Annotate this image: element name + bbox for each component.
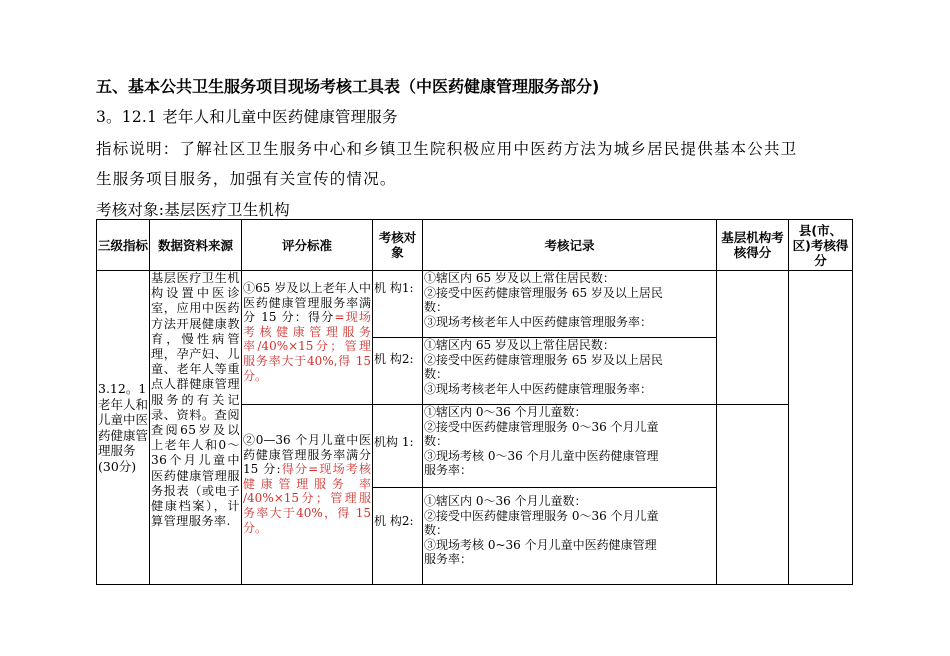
criteria-child-cell (242, 405, 373, 585)
header-county-score: 县(市、区)考核得分 (789, 220, 853, 271)
header-assessment-object: 考核对象 (373, 220, 423, 271)
header-level3-indicator: 三级指标 (97, 220, 150, 271)
object-cell: 机 构2: (373, 338, 423, 405)
record-line: ①辖区内 65 岁及以上常住居民数： (424, 338, 615, 352)
record-cell (423, 488, 717, 585)
record-line: 服务率： (424, 463, 473, 478)
record-line: 服务率： (424, 552, 473, 567)
object-cell: 机 构2: (373, 488, 423, 585)
criteria-elderly-formula: =现场考核健康管理服务率/40%×15分；管理服务率大于40%,得 15 分。 (243, 310, 371, 383)
record-line: ②接受中医药健康管理服务 65 岁及以上居民 (424, 352, 663, 367)
header-data-source: 数据资料来源 (150, 220, 242, 271)
institution-score-cell[interactable] (717, 271, 789, 405)
record-line: 数： (424, 367, 449, 382)
header-institution-score: 基层机构考核得分 (717, 220, 789, 271)
section-heading: 五、基本公共卫生服务项目现场考核工具表（中医药健康管理服务部分) (96, 77, 600, 96)
object-cell: 机构 1: (373, 405, 423, 488)
indicator-description-line-2: 生服务项目服务，加强有关宣传的情况。 (96, 170, 397, 188)
record-line: 数： (424, 434, 449, 449)
record-line: ①辖区内 0～36 个月儿童数： (424, 494, 587, 508)
table-header-row (97, 220, 853, 271)
criteria-child-formula: 得分=现场考核健康管理服务 率 /40%×15分；管理服务率大于40%，得 15 分。 (243, 462, 371, 535)
institution-score-cell[interactable] (717, 405, 789, 585)
county-score-cell[interactable] (789, 271, 853, 585)
indicator-description-line-1: 指标说明：了解社区卫生服务中心和乡镇卫生院积极应用中医药方法为城乡居民提供基本公共卫 (96, 140, 798, 158)
record-line: ②接受中医药健康管理服务 65 岁及以上居民 (424, 285, 663, 300)
record-cell (423, 271, 717, 338)
record-line: 数： (424, 523, 449, 538)
record-cell (423, 338, 717, 405)
assessment-table (96, 219, 853, 585)
record-line: ②接受中医药健康管理服务 0～36 个月儿童 (424, 508, 659, 523)
record-line: ③现场考核 0~36 个月儿童中医药健康管理 (424, 537, 657, 552)
object-cell: 机 构1: (373, 271, 423, 338)
record-cell (423, 405, 717, 488)
subsection-title: 3。12.1 老年人和儿童中医药健康管理服务 (96, 108, 398, 126)
header-scoring-criteria: 评分标准 (242, 220, 373, 271)
criteria-elderly-text: ①65 岁及以上老年人中医药健康管理服务率满分 15 分：得分 (243, 281, 371, 325)
indicator-cell: 3.12。1老年人和儿童中医药健康管理服务(30分) (97, 271, 150, 585)
record-line: ③现场考核老年人中医药健康管理服务率： (424, 314, 653, 329)
record-line: ③现场考核 0～36 个月儿童中医药健康管理 (424, 448, 659, 463)
record-line: 数： (424, 300, 449, 315)
header-assessment-record: 考核记录 (423, 220, 717, 271)
record-line: ②接受中医药健康管理服务 0～36 个月儿童 (424, 419, 659, 434)
record-line: ①辖区内 65 岁及以上常住居民数： (424, 271, 615, 285)
data-source-cell: 基层医疗卫生机构设置中医诊室，应用中医药方法开展健康教育，慢性病管理，孕产妇、儿童、老年人等重点人群健康管理服务的有关记录、资料。查阅查阅65岁及以上老年人和0～36个月儿童中医药健康管理服务报表（或电子健康档案），计算管理服务率. (150, 271, 242, 585)
assessment-target: 考核对象:基层医疗卫生机构 (96, 201, 290, 219)
criteria-elderly-cell (242, 271, 373, 405)
criteria-child-text: ②0—36 个月儿童中医药健康管理服务率满分 15 分: (243, 433, 371, 477)
record-line: ①辖区内 0～36 个月儿童数： (424, 405, 587, 419)
record-line: ③现场考核老年人中医药健康管理服务率： (424, 381, 653, 396)
table-row (97, 271, 853, 338)
